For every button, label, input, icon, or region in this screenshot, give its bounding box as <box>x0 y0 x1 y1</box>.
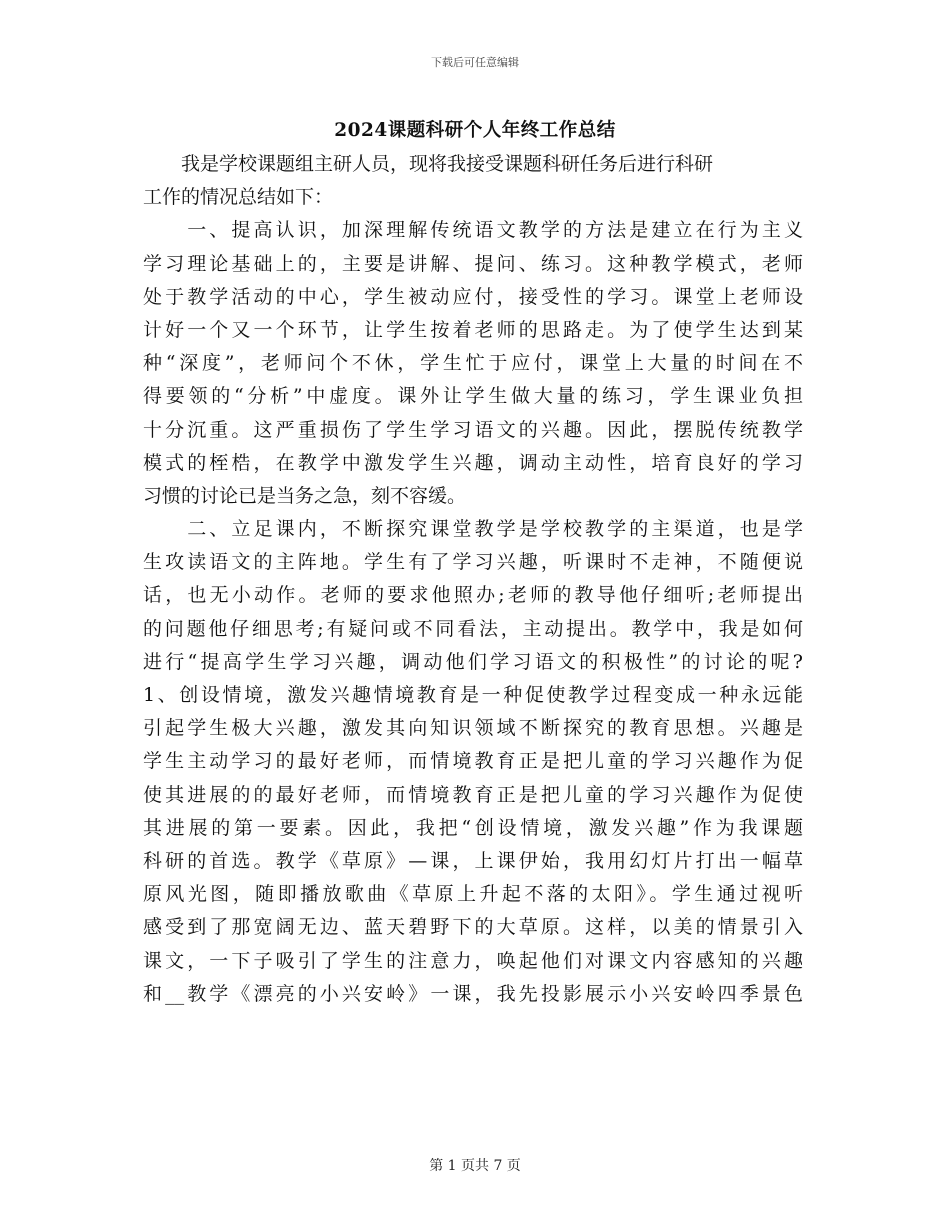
body-line: 二、立足课内，不断探究课堂教学是学校教学的主渠道，也是学 <box>143 518 803 541</box>
body-line: 得要领的“分析”中虚度。课外让学生做大量的练习，学生课业负担 <box>143 385 803 408</box>
body-line: 其进展的第一要素。因此，我把“创设情境，激发兴趣”作为我课题 <box>143 816 803 839</box>
body-line: 模式的桎梏，在教学中激发学生兴趣，调动主动性，培育良好的学习 <box>143 451 803 474</box>
body-line: 的问题他仔细思考;有疑问或不同看法，主动提出。教学中，我是如何 <box>143 617 803 640</box>
body-line: 感受到了那宽阔无边、蓝天碧野下的大草原。这样，以美的情景引入 <box>143 916 803 939</box>
document-body <box>143 148 803 1011</box>
body-line: 学生主动学习的最好老师，而情境教育正是把儿童的学习兴趣作为促 <box>143 750 803 773</box>
body-line: 十分沉重。这严重损伤了学生学习语文的兴趣。因此，摆脱传统教学 <box>143 418 803 441</box>
body-line: 科研的首选。教学《草原》—课，上课伊始，我用幻灯片打出一幅草 <box>143 849 803 872</box>
body-line: 使其进展的的最好老师，而情境教育正是把儿童的学习兴趣作为促使 <box>143 783 803 806</box>
header-note: 下载后可任意编辑 <box>431 56 519 69</box>
body-line: 1、创设情境，激发兴趣情境教育是一种促使教学过程变成一种永远能 <box>143 684 803 706</box>
body-line: 引起学生极大兴趣，激发其向知识领域不断探究的教育思想。兴趣是 <box>143 717 803 740</box>
document-title: 2024课题科研个人年终工作总结 <box>334 120 616 141</box>
body-line: 课文，一下子吸引了学生的注意力，唤起他们对课文内容感知的兴趣 <box>143 949 803 972</box>
body-line: 种“深度”，老师问个不休，学生忙于应付，课堂上大量的时间在不 <box>143 352 803 375</box>
body-line: 进行“提高学生学习兴趣，调动他们学习语文的积极性”的讨论的呢? <box>143 650 803 673</box>
body-line: 原风光图，随即播放歌曲《草原上升起不落的太阳》。学生通过视听 <box>143 883 803 906</box>
body-line: 和__教学《漂亮的小兴安岭》一课，我先投影展示小兴安岭四季景色 <box>143 982 803 1005</box>
page-number: 第 1 页共 7 页 <box>429 1158 521 1174</box>
body-line: 学习理论基础上的，主要是讲解、提问、练习。这种教学模式，老师 <box>143 252 803 275</box>
body-line: 计好一个又一个环节，让学生按着老师的思路走。为了使学生达到某 <box>143 318 803 341</box>
body-line: 我是学校课题组主研人员，现将我接受课题科研任务后进行科研 <box>143 153 714 175</box>
body-line: 习惯的讨论已是当务之急，刻不容缓。 <box>143 484 467 507</box>
body-line: 一、提高认识，加深理解传统语文教学的方法是建立在行为主义 <box>143 219 803 242</box>
body-line: 话，也无小动作。老师的要求他照办;老师的教导他仔细听;老师提出 <box>143 584 803 607</box>
body-line: 处于教学活动的中心，学生被动应付，接受性的学习。课堂上老师设 <box>143 285 803 308</box>
body-line: 生攻读语文的主阵地。学生有了学习兴趣，听课时不走神，不随便说 <box>143 551 803 574</box>
body-line: 工作的情况总结如下： <box>143 186 334 209</box>
